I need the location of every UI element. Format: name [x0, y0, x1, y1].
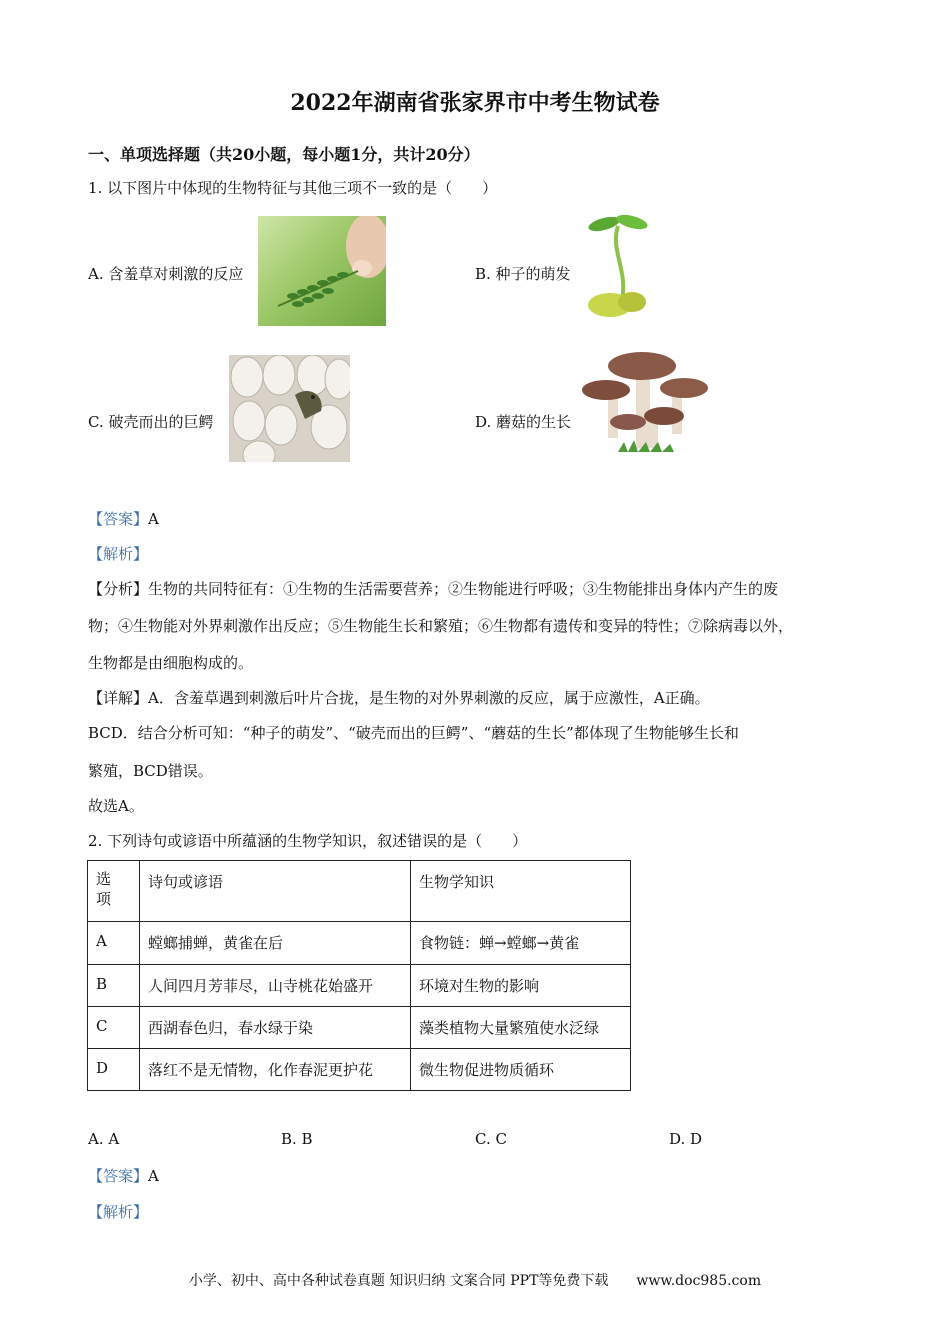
- q1-analysis-line: 繁殖，BCD错误。: [88, 762, 213, 780]
- header-cell: 生物学知识: [411, 861, 631, 922]
- table-row: [88, 1049, 631, 1091]
- header-cell: 选项: [88, 861, 140, 922]
- answer-value: A: [148, 510, 159, 528]
- table-cell: B: [88, 965, 140, 1007]
- q1-option-c: C. 破壳而出的巨鳄: [88, 413, 214, 431]
- q1-analysis-line: BCD．结合分析可知：“种子的萌发”、“破壳而出的巨鳄”、“蘑菇的生长”都体现了生物能够生长和: [88, 724, 739, 742]
- q2-answer: [88, 1165, 159, 1186]
- q2-table: [87, 860, 631, 1091]
- q1-option-d: D. 蘑菇的生长: [475, 413, 572, 431]
- table-row: [88, 1007, 631, 1049]
- q2-analysis-label: 【解析】: [88, 1203, 149, 1221]
- q1-option-b: B. 种子的萌发: [475, 265, 571, 283]
- table-cell: 藻类植物大量繁殖使水泛绿: [411, 1007, 631, 1049]
- section-heading: 一、单项选择题（共20小题，每小题1分，共计20分）: [88, 145, 480, 164]
- table-cell: 落红不是无情物，化作春泥更护花: [140, 1049, 411, 1091]
- q1-analysis-line: 生物都是由细胞构成的。: [88, 654, 254, 672]
- q1-stem: 1. 以下图片中体现的生物特征与其他三项不一致的是（ ）: [88, 179, 498, 197]
- q2-option-b: B. B: [281, 1130, 313, 1148]
- table-cell: 螳螂捕蝉，黄雀在后: [140, 922, 411, 965]
- answer-label: 【答案】: [88, 1167, 149, 1185]
- page-footer: 小学、初中、高中各种试卷真题 知识归纳 文案合同 PPT等免费下载 www.doc985.com: [188, 1273, 762, 1289]
- mushroom-image: [578, 348, 710, 464]
- q1-analysis-line: 故选A。: [88, 797, 144, 815]
- q1-answer: [88, 508, 159, 529]
- table-cell: 微生物促进物质循环: [411, 1049, 631, 1091]
- table-header-row: [88, 861, 631, 922]
- answer-label: 【答案】: [88, 510, 149, 528]
- table-cell: C: [88, 1007, 140, 1049]
- q1-analysis-label: 【解析】: [88, 545, 149, 563]
- table-cell: D: [88, 1049, 140, 1091]
- table-cell: 环境对生物的影响: [411, 965, 631, 1007]
- page-title: 2022年湖南省张家界市中考生物试卷: [290, 90, 660, 116]
- q1-option-a: A. 含羞草对刺激的反应: [88, 265, 244, 283]
- q2-option-c: C. C: [475, 1130, 507, 1148]
- table-row: [88, 965, 631, 1007]
- seedling-image: [580, 210, 660, 325]
- q1-analysis-line: 【详解】A．含羞草遇到刺激后叶片合拢，是生物的对外界刺激的反应，属于应激性，A正确。: [88, 689, 710, 707]
- answer-value: A: [148, 1167, 159, 1185]
- table-cell: A: [88, 922, 140, 965]
- crocodile-eggs-image: [229, 355, 350, 462]
- q2-stem: 2. 下列诗句或谚语中所蕴涵的生物学知识，叙述错误的是（ ）: [88, 832, 528, 850]
- table-cell: 食物链：蝉→螳螂→黄雀: [411, 922, 631, 965]
- table-row: [88, 922, 631, 965]
- q2-option-a: A. A: [88, 1130, 120, 1148]
- q1-analysis-line: 物；④生物能对外界刺激作出反应；⑤生物能生长和繁殖；⑥生物都有遗传和变异的特性；⑦除病毒以外，: [88, 617, 794, 635]
- q1-analysis-line: 【分析】生物的共同特征有：①生物的生活需要营养；②生物能进行呼吸；③生物能排出身体内产生的废: [88, 580, 779, 598]
- table-cell: 人间四月芳菲尽，山寺桃花始盛开: [140, 965, 411, 1007]
- header-cell: 诗句或谚语: [140, 861, 411, 922]
- table-cell: 西湖春色归，春水绿于染: [140, 1007, 411, 1049]
- q2-option-d: D. D: [669, 1130, 703, 1148]
- mimosa-image: [258, 216, 386, 326]
